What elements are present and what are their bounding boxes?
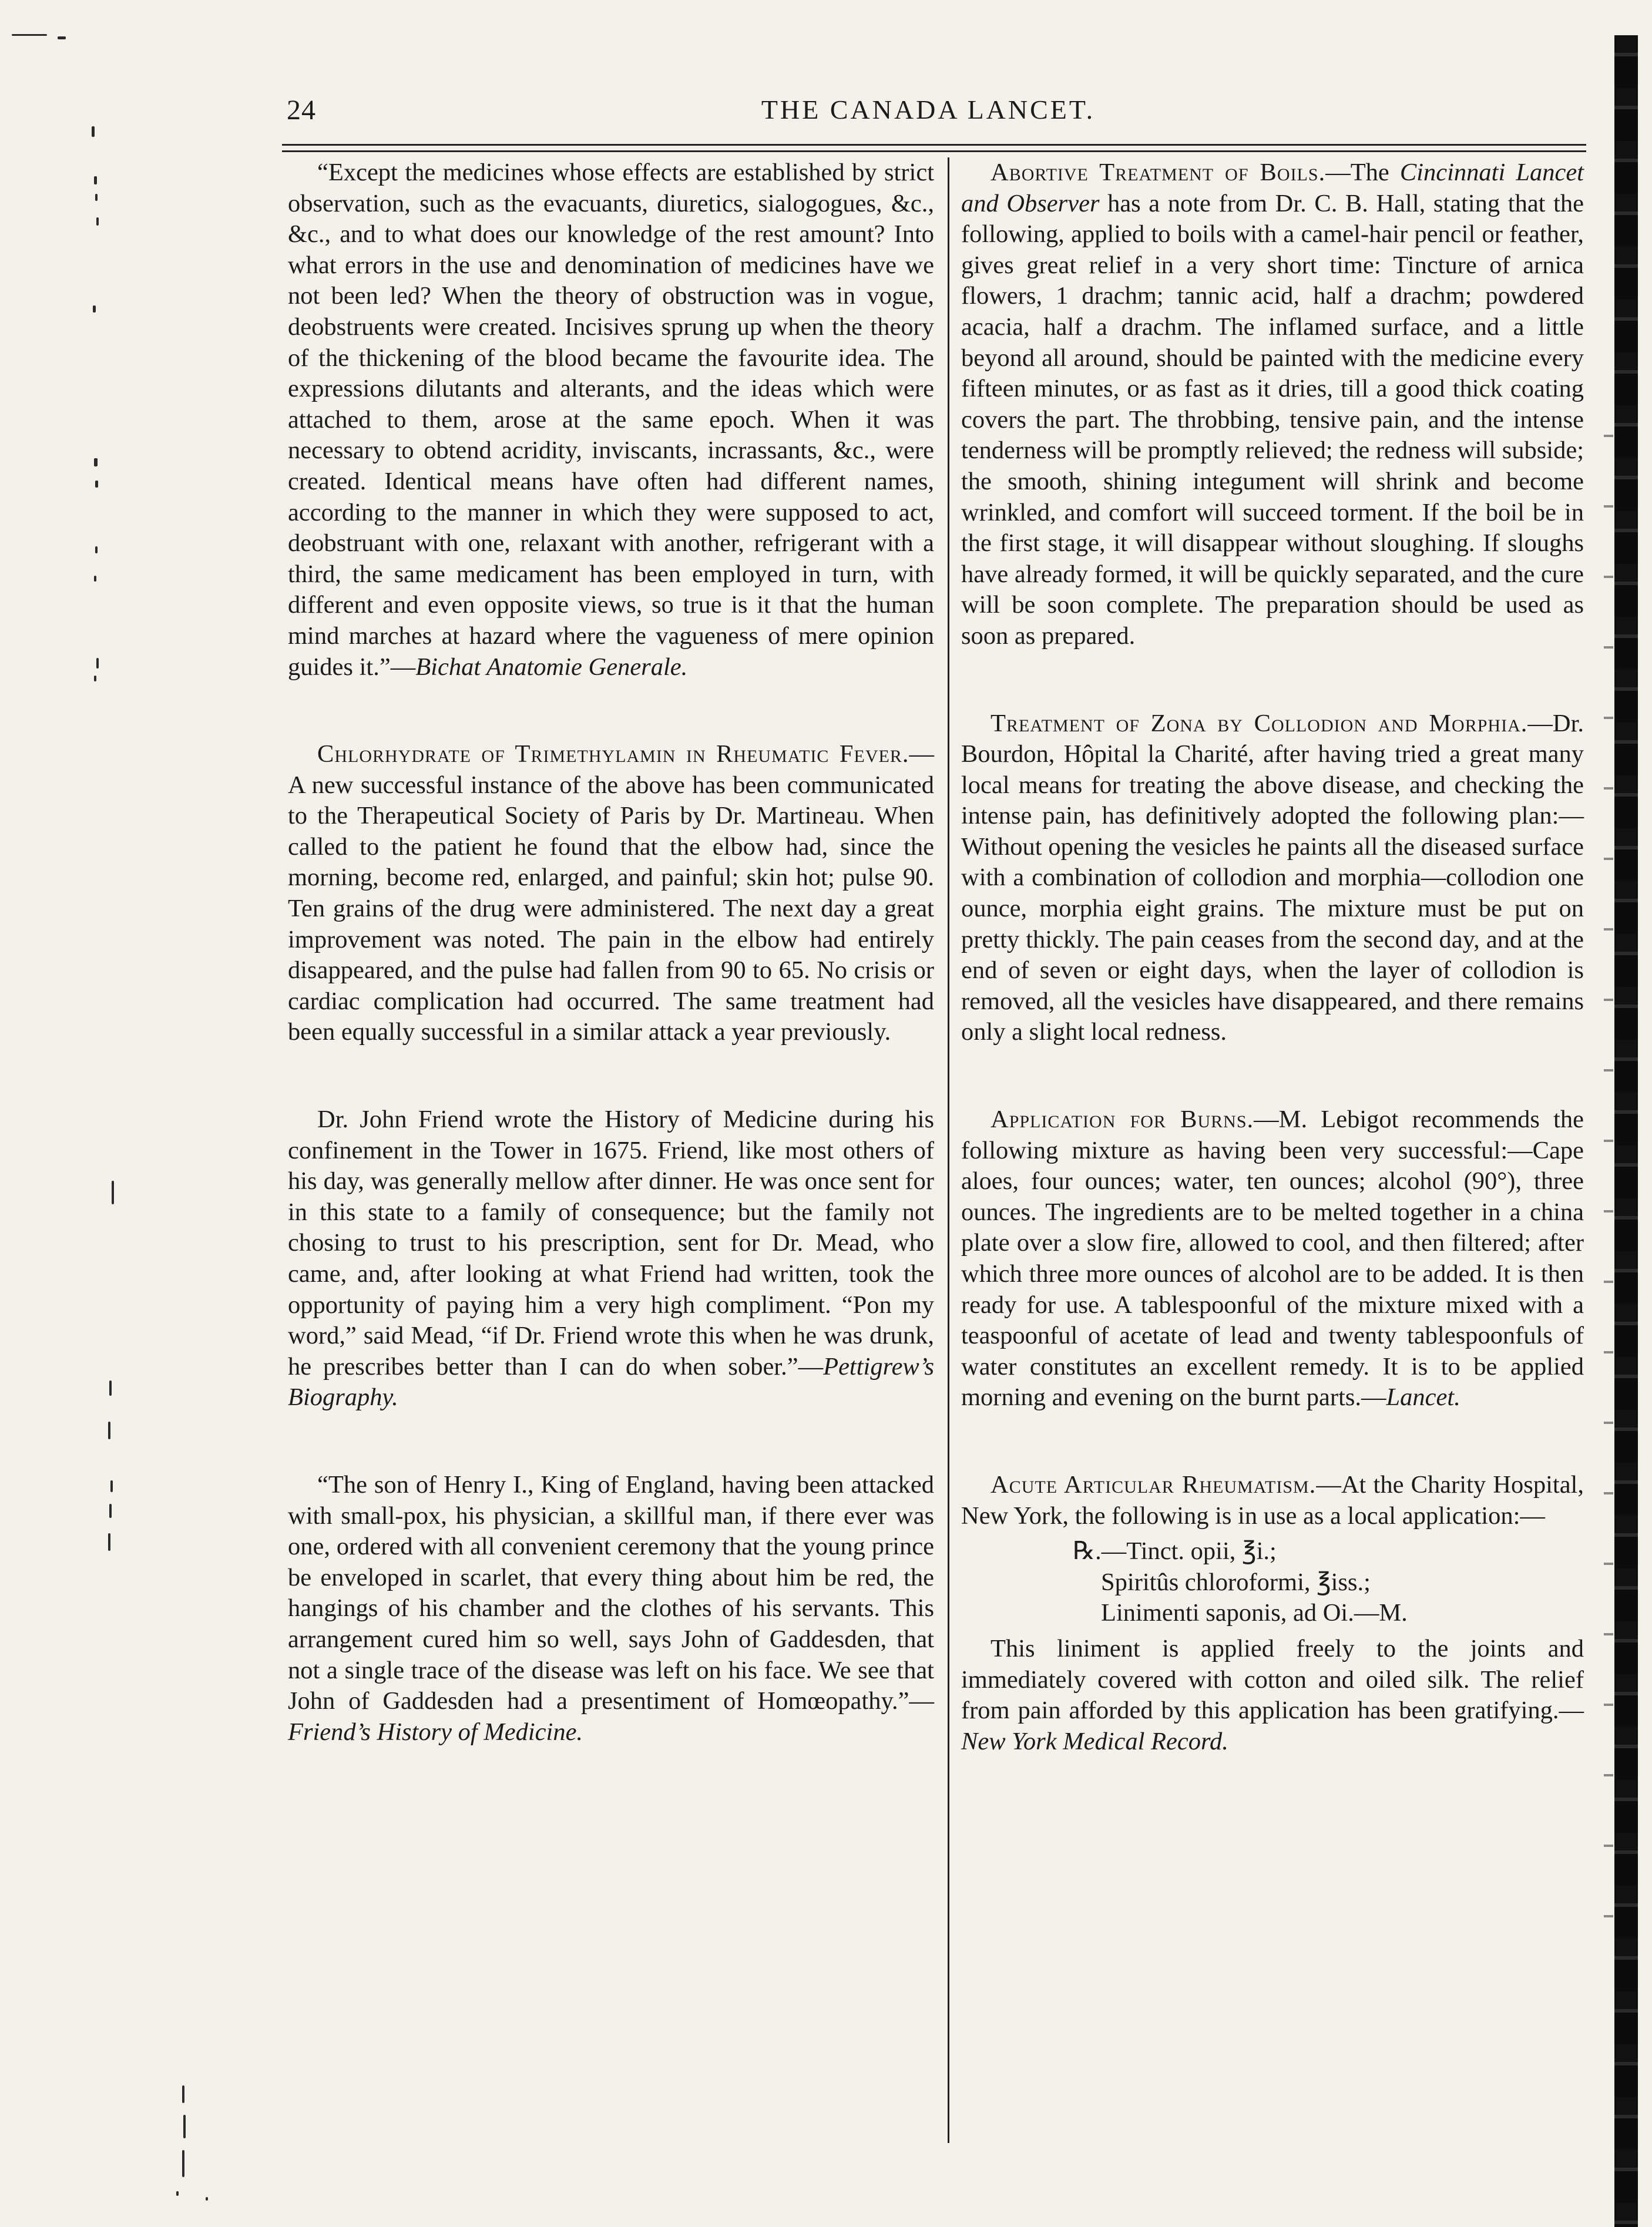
citation: New York Medical Record. [961, 1727, 1228, 1755]
left-column [288, 157, 934, 1748]
article-burns: Application for Burns.—M. Lebigot recommends the following mixture as having been very successful:—Cape aloes, four ounces; water, ten ounces; alcohol (90°), three ounces. The ingredients are to be melted together in a china plate over a slow fire, allowed to cool, and then filtered; after which three more ounces of alcohol are to be added. It is then ready for use. A tablespoonful of the mixture mixed with a teaspoonful of acetate of lead and twenty tablespoonfuls of water constitutes an excellent remedy. It is to be applied morning and evening on the burnt parts.—Lancet. [961, 1106, 1584, 1412]
article-rheumatism-continued: This liniment is applied freely to the joints and immediately covered with cotton and oiled silk. The relief from pain afforded by this application has been gratifying.—New York Medical Record. [961, 1634, 1584, 1755]
article-rheumatism: Acute Articular Rheumatism.—At the Charity Hospital, New York, the following is in use as a local application:— [961, 1470, 1584, 1530]
running-title: THE CANADA LANCET. [761, 95, 1096, 125]
article-zona: Treatment of Zona by Collodion and Morphia.—Dr. Bourdon, Hôpital la Charité, after having tried a great many local means for treating the above disease, and checking the intense pain, has definitively adopted the following plan:—Without opening the vesicles he paints all the diseased surface with a combination of collodion and morphia—collodion one ounce, morphia eight grains. The mixture must be put on pretty thickly. The pain ceases from the second day, and at the end of seven or eight days, when the layer of collodion is removed, all the vesicles have disappeared, and there remains only a slight local redness. [961, 709, 1584, 1046]
citation: Lancet. [1386, 1383, 1460, 1412]
prescription-line: Linimenti saponis, ad Oi.—M. [1101, 1599, 1408, 1627]
prescription-line: ℞.—Tinct. opii, ℥i.; [1073, 1537, 1277, 1566]
article-gaddesden: “The son of Henry I., King of England, having been attacked with small-pox, his physician, a skillful man, if there ever was one, ordered with all convenient ceremony that the young prince be enveloped in scarlet, that every thing about him be red, the hangings of his chamber and the clothes of his servants. This arrangement cured him so well, says John of Gaddesden, that not a single trace of the disease was left on his face. We see that John of Gaddesden had a presentiment of Homœopathy.”—Friend’s History of Medicine. [288, 1470, 934, 1746]
citation: Friend’s History of Medicine. [288, 1718, 583, 1746]
page-header [282, 94, 1574, 141]
article-friend: Dr. John Friend wrote the History of Medicine during his confinement in the Tower in 1675. Friend, like most others of his day, was generally mellow after dinner. He was once sent for in this state to a family of consequence; but the family not chosing to trust to his prescription, sent for Dr. Mead, who came, and, after looking at what Friend had written, took the opportunity of paying him a very high compliment. “Pon my word,” said Mead, “if Dr. Friend wrote this when he was drunk, he prescribes better than I can do when sober.”—Pettigrew’s Biography. [288, 1106, 934, 1412]
article-heading: Treatment of Zona by Collodion and Morphia. [990, 709, 1528, 737]
article-chlorhydrate: Chlorhydrate of Trimethylamin in Rheumatic Fever.—A new successful instance of the above has been communicated to the Therapeutical Society of Paris by Dr. Martineau. When called to the patient he found that the elbow had, since the morning, become red, enlarged, and painful; skin hot; pulse 90. Ten grains of the drug were administered. The next day a great improvement was noted. The pain in the elbow had entirely disappeared, and the pulse had fallen from 90 to 65. No crisis or cardiac complication had occurred. The same treatment had been equally successful in a similar attack a year previously. [288, 740, 934, 1046]
prescription [961, 1536, 1584, 1629]
column-divider [948, 157, 949, 2143]
header-rule-top [282, 144, 1586, 146]
article-heading: Acute Articular Rheumatism. [990, 1470, 1317, 1499]
right-column [961, 157, 1584, 1757]
header-rule-bottom [282, 150, 1586, 152]
article-heading: Chlorhydrate of Trimethylamin in Rheumatic Fever. [317, 740, 909, 768]
left-margin-marks [0, 0, 247, 2227]
citation: Bichat Anatomie Generale. [415, 653, 688, 681]
binding-shadow [1604, 411, 1613, 1939]
prescription-line: Spiritûs chloroformi, ℥iss.; [1101, 1568, 1371, 1596]
binding-spine [1614, 35, 1638, 2227]
article-bichat: “Except the medicines whose effects are established by strict observation, such as the evacuants, diuretics, sialogogues, &c., &c., and to what does our knowledge of the rest amount? Into what errors in the use and denomination of medicines have we not been led? When the theory of obstruction was in vogue, deobstruents were created. Incisives sprung up when the theory of the thickening of the blood became the favourite idea. The expressions dilutants and alterants, and the ideas which were attached to them, arose at the same epoch. When it was necessary to obtend acridity, inviscants, incrassants, &c., were created. Identical means have often had different names, according to the manner in which they were supposed to act, deobstruant with one, relaxant with another, refrigerant with a third, the same medicament has been employed in turn, with different and even opposite views, so true is it that the human mind marches at hazard where the vagueness of mere opinion guides it.”—Bichat Anatomie Generale. [288, 159, 934, 681]
article-boils: Abortive Treatment of Boils.—The Cincinnati Lancet and Observer has a note from Dr. C. B. Hall, stating that the following, applied to boils with a camel-hair pencil or feather, gives great relief in a very short time: Tincture of arnica flowers, 1 drachm; tannic acid, half a drachm; powdered acacia, half a drachm. The inflamed surface, and a little beyond all around, should be painted with the medicine every fifteen minutes, or as fast as it dries, till a good thick coating covers the part. The throbbing, tensive pain, and the intense tenderness will be promptly relieved; the redness will subside; the smooth, shining integument will shrink and become wrinkled, and comfort will succeed torment. If the boil be in the first stage, it will disappear without sloughing. If sloughs have already formed, it will be quickly separated, and the cure will be soon complete. The preparation should be used as soon as prepared. [961, 159, 1584, 650]
article-heading: Abortive Treatment of Boils. [990, 159, 1326, 186]
journal-name: Cincinnati Lancet and Observer [961, 159, 1584, 217]
article-heading: Application for Burns. [990, 1106, 1254, 1134]
page-number: 24 [287, 95, 316, 126]
citation: Pettigrew’s Biography. [288, 1352, 934, 1412]
